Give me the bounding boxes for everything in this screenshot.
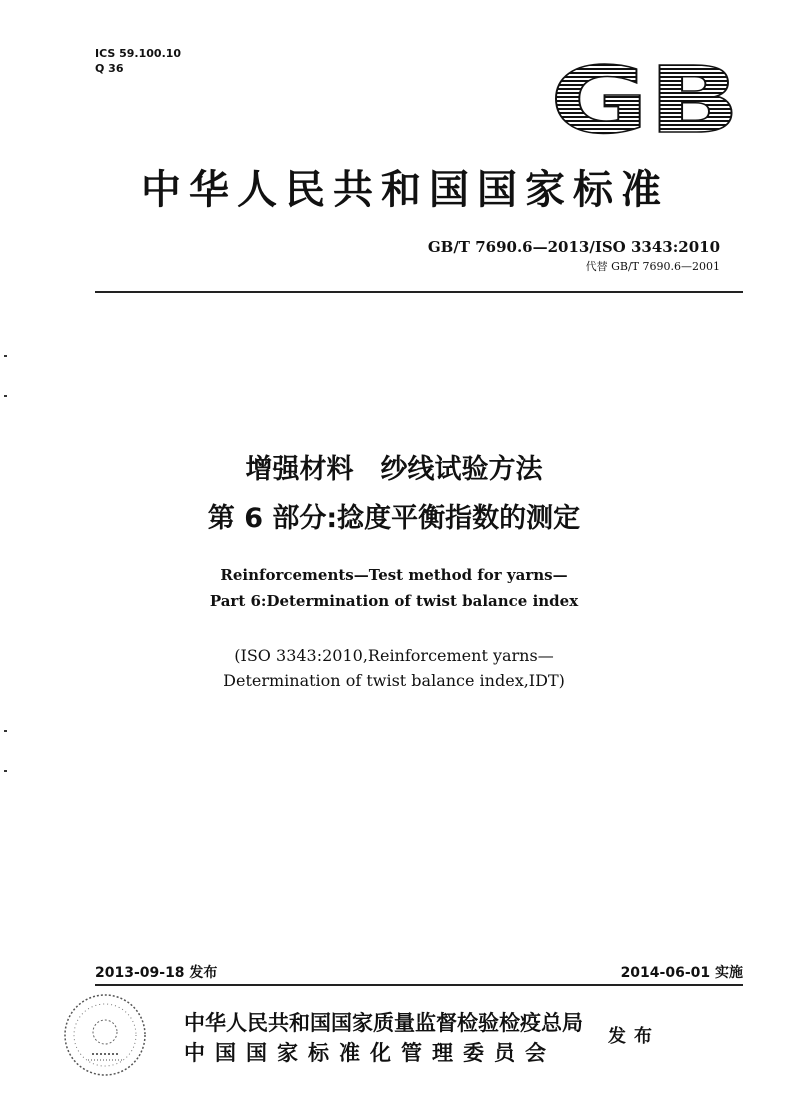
margin-mark	[4, 730, 7, 732]
classification-codes	[95, 46, 181, 76]
ccs-code: Q 36	[95, 62, 124, 75]
title-en-line1: Reinforcements—Test method for yarns—	[220, 566, 568, 584]
issuing-authorities	[184, 1008, 583, 1068]
standard-number-block	[428, 238, 720, 274]
implementation-date: 2014-06-01 实施	[620, 965, 743, 981]
title-cn-line1: 增强材料 纱线试验方法	[245, 454, 543, 485]
official-seal-icon	[62, 992, 148, 1078]
publish-label: 发布	[608, 1026, 660, 1047]
issue-date: 2013-09-18 发布	[95, 965, 218, 981]
title-cn-line2: 第 6 部分:捻度平衡指数的测定	[207, 503, 581, 534]
standard-number: GB/T 7690.6—2013/ISO 3343:2010	[427, 238, 720, 256]
gb-logo-text: GB	[550, 56, 740, 140]
gb-logo	[547, 56, 743, 140]
national-standard-heading: 中华人民共和国国家标准	[141, 166, 669, 213]
header-divider	[95, 291, 743, 293]
footer-divider	[95, 984, 743, 986]
margin-mark	[4, 770, 7, 772]
iso-reference-line2: Determination of twist balance index,IDT)	[223, 671, 565, 690]
iso-reference-line1: (ISO 3343:2010,Reinforcement yarns—	[234, 646, 554, 665]
replaces-standard: 代替 GB/T 7690.6—2001	[585, 260, 720, 273]
margin-mark	[4, 395, 7, 397]
ics-code: ICS 59.100.10	[95, 47, 182, 60]
title-en-line2: Part 6:Determination of twist balance index	[209, 592, 579, 610]
issuer-sac: 中国国家标准化管理委员会	[184, 1040, 556, 1065]
issuer-aqsiq: 中华人民共和国国家质量监督检验检疫总局	[184, 1010, 583, 1035]
margin-mark	[4, 355, 7, 357]
